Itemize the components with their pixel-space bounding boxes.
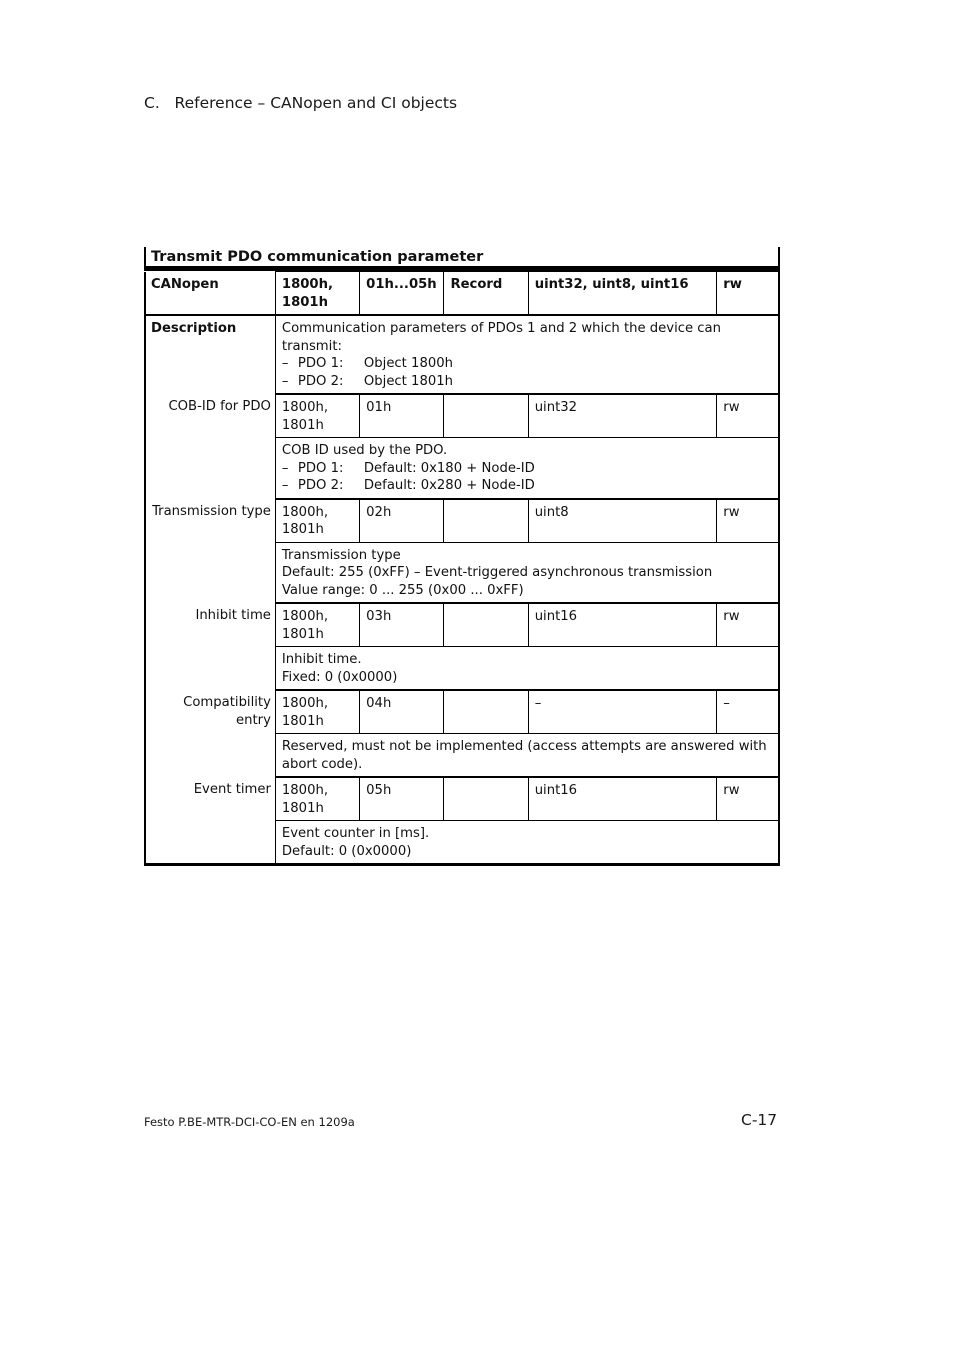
section-title: Reference – CANopen and CI objects: [174, 94, 458, 112]
table-row: [145, 690, 779, 734]
param-datatype: –: [528, 690, 717, 734]
list-key: PDO 2:: [297, 373, 344, 389]
table-title-row: [144, 247, 780, 271]
empty-label: [145, 821, 275, 865]
param-type: [444, 777, 528, 821]
empty-label: [145, 647, 275, 691]
head-index-text: 1800h, 1801h: [281, 277, 334, 310]
table-row-description: [145, 734, 779, 778]
param-access: –: [717, 690, 779, 734]
param-description: [275, 647, 779, 691]
param-datatype: uint16: [528, 603, 717, 647]
table-row: [145, 499, 779, 543]
param-index: 1800h, 1801h: [275, 690, 359, 734]
param-index: 1800h, 1801h: [275, 394, 359, 438]
head-index: [275, 272, 359, 316]
list-key: PDO 1:: [297, 460, 344, 476]
canopen-label: CANopen: [145, 272, 275, 316]
param-subindex: 02h: [360, 499, 444, 543]
param-index: 1800h, 1801h: [275, 777, 359, 821]
param-label: Event timer: [193, 782, 271, 797]
param-access: rw: [717, 394, 779, 438]
param-type: [444, 394, 528, 438]
param-label: Transmission type: [152, 503, 271, 519]
footer-document-id: Festo P.BE-MTR-DCI-CO-EN en 1209a: [144, 1115, 355, 1129]
pdo-parameter-table: [144, 247, 780, 866]
desc-line: Inhibit time.: [281, 652, 362, 667]
param-description: [275, 734, 779, 778]
param-subindex: 05h: [360, 777, 444, 821]
param-access: rw: [717, 603, 779, 647]
desc-line: Default: 0 (0x0000): [281, 843, 412, 859]
param-access: rw: [717, 499, 779, 543]
table-header-row: [145, 272, 779, 316]
page-header: [144, 94, 457, 112]
param-subindex: 03h: [360, 603, 444, 647]
param-datatype: uint8: [528, 499, 717, 543]
param-access: rw: [717, 777, 779, 821]
table-row: [145, 603, 779, 647]
param-subindex: 04h: [360, 690, 444, 734]
param-index: 1800h, 1801h: [275, 499, 359, 543]
list-key: PDO 2:: [297, 478, 344, 493]
head-type: Record: [444, 272, 528, 316]
table-row: [145, 777, 779, 821]
description-row: [145, 315, 779, 394]
list-item: – PDO 2: Object 1801h: [281, 373, 453, 389]
list-value: Default: 0x180 + Node-ID: [363, 460, 535, 476]
list-value: Object 1800h: [363, 356, 453, 371]
table-row-description: [145, 821, 779, 865]
param-type: [444, 499, 528, 543]
param-index: 1800h, 1801h: [275, 603, 359, 647]
description-intro: Communication parameters of PDOs 1 and 2 which the device can transmit:: [281, 321, 721, 354]
list-key: PDO 1:: [297, 356, 344, 371]
desc-line: Default: 255 (0xFF) – Event-triggered asynchronous transmission: [281, 565, 713, 580]
table-row-description: [145, 647, 779, 691]
desc-line: Fixed: 0 (0x0000): [281, 669, 398, 685]
list-value: Object 1801h: [363, 373, 453, 389]
table-row-description: [145, 542, 779, 603]
head-datatype: uint32, uint8, uint16: [528, 272, 717, 316]
head-access: rw: [717, 272, 779, 316]
param-description: [275, 821, 779, 865]
desc-line: Reserved, must not be implemented (access attempts are answered with abort code).: [281, 739, 767, 772]
footer-page-number: C-17: [741, 1111, 778, 1129]
table-row: [145, 394, 779, 438]
desc-line: Event counter in [ms].: [281, 826, 430, 841]
list-item: – PDO 2: Default: 0x280 + Node-ID: [281, 478, 535, 493]
param-description: [275, 438, 779, 499]
description-text: [275, 315, 779, 394]
param-label: Compatibility entry: [183, 695, 271, 728]
section-number: C.: [144, 94, 160, 112]
param-label: Inhibit time: [195, 608, 271, 623]
param-description: [275, 542, 779, 603]
desc-line: Value range: 0 ... 255 (0x00 ... 0xFF): [281, 582, 524, 598]
list-item: – PDO 1: Object 1800h: [281, 356, 453, 371]
head-subindex: 01h...05h: [360, 272, 444, 316]
table-title: Transmit PDO communication parameter: [151, 249, 484, 265]
param-datatype: uint32: [528, 394, 717, 438]
empty-label: [145, 542, 275, 603]
param-datatype: uint16: [528, 777, 717, 821]
parameter-table: [144, 271, 780, 866]
list-item: – PDO 1: Default: 0x180 + Node-ID: [281, 460, 535, 476]
description-label: Description: [151, 321, 237, 336]
table-row-description: [145, 438, 779, 499]
desc-line: Transmission type: [281, 547, 401, 563]
empty-label: [145, 734, 275, 778]
desc-line: COB ID used by the PDO.: [281, 443, 448, 458]
param-type: [444, 603, 528, 647]
list-value: Default: 0x280 + Node-ID: [363, 478, 535, 493]
param-label: COB-ID for PDO: [168, 399, 271, 414]
param-type: [444, 690, 528, 734]
empty-label: [145, 438, 275, 499]
param-subindex: 01h: [360, 394, 444, 438]
